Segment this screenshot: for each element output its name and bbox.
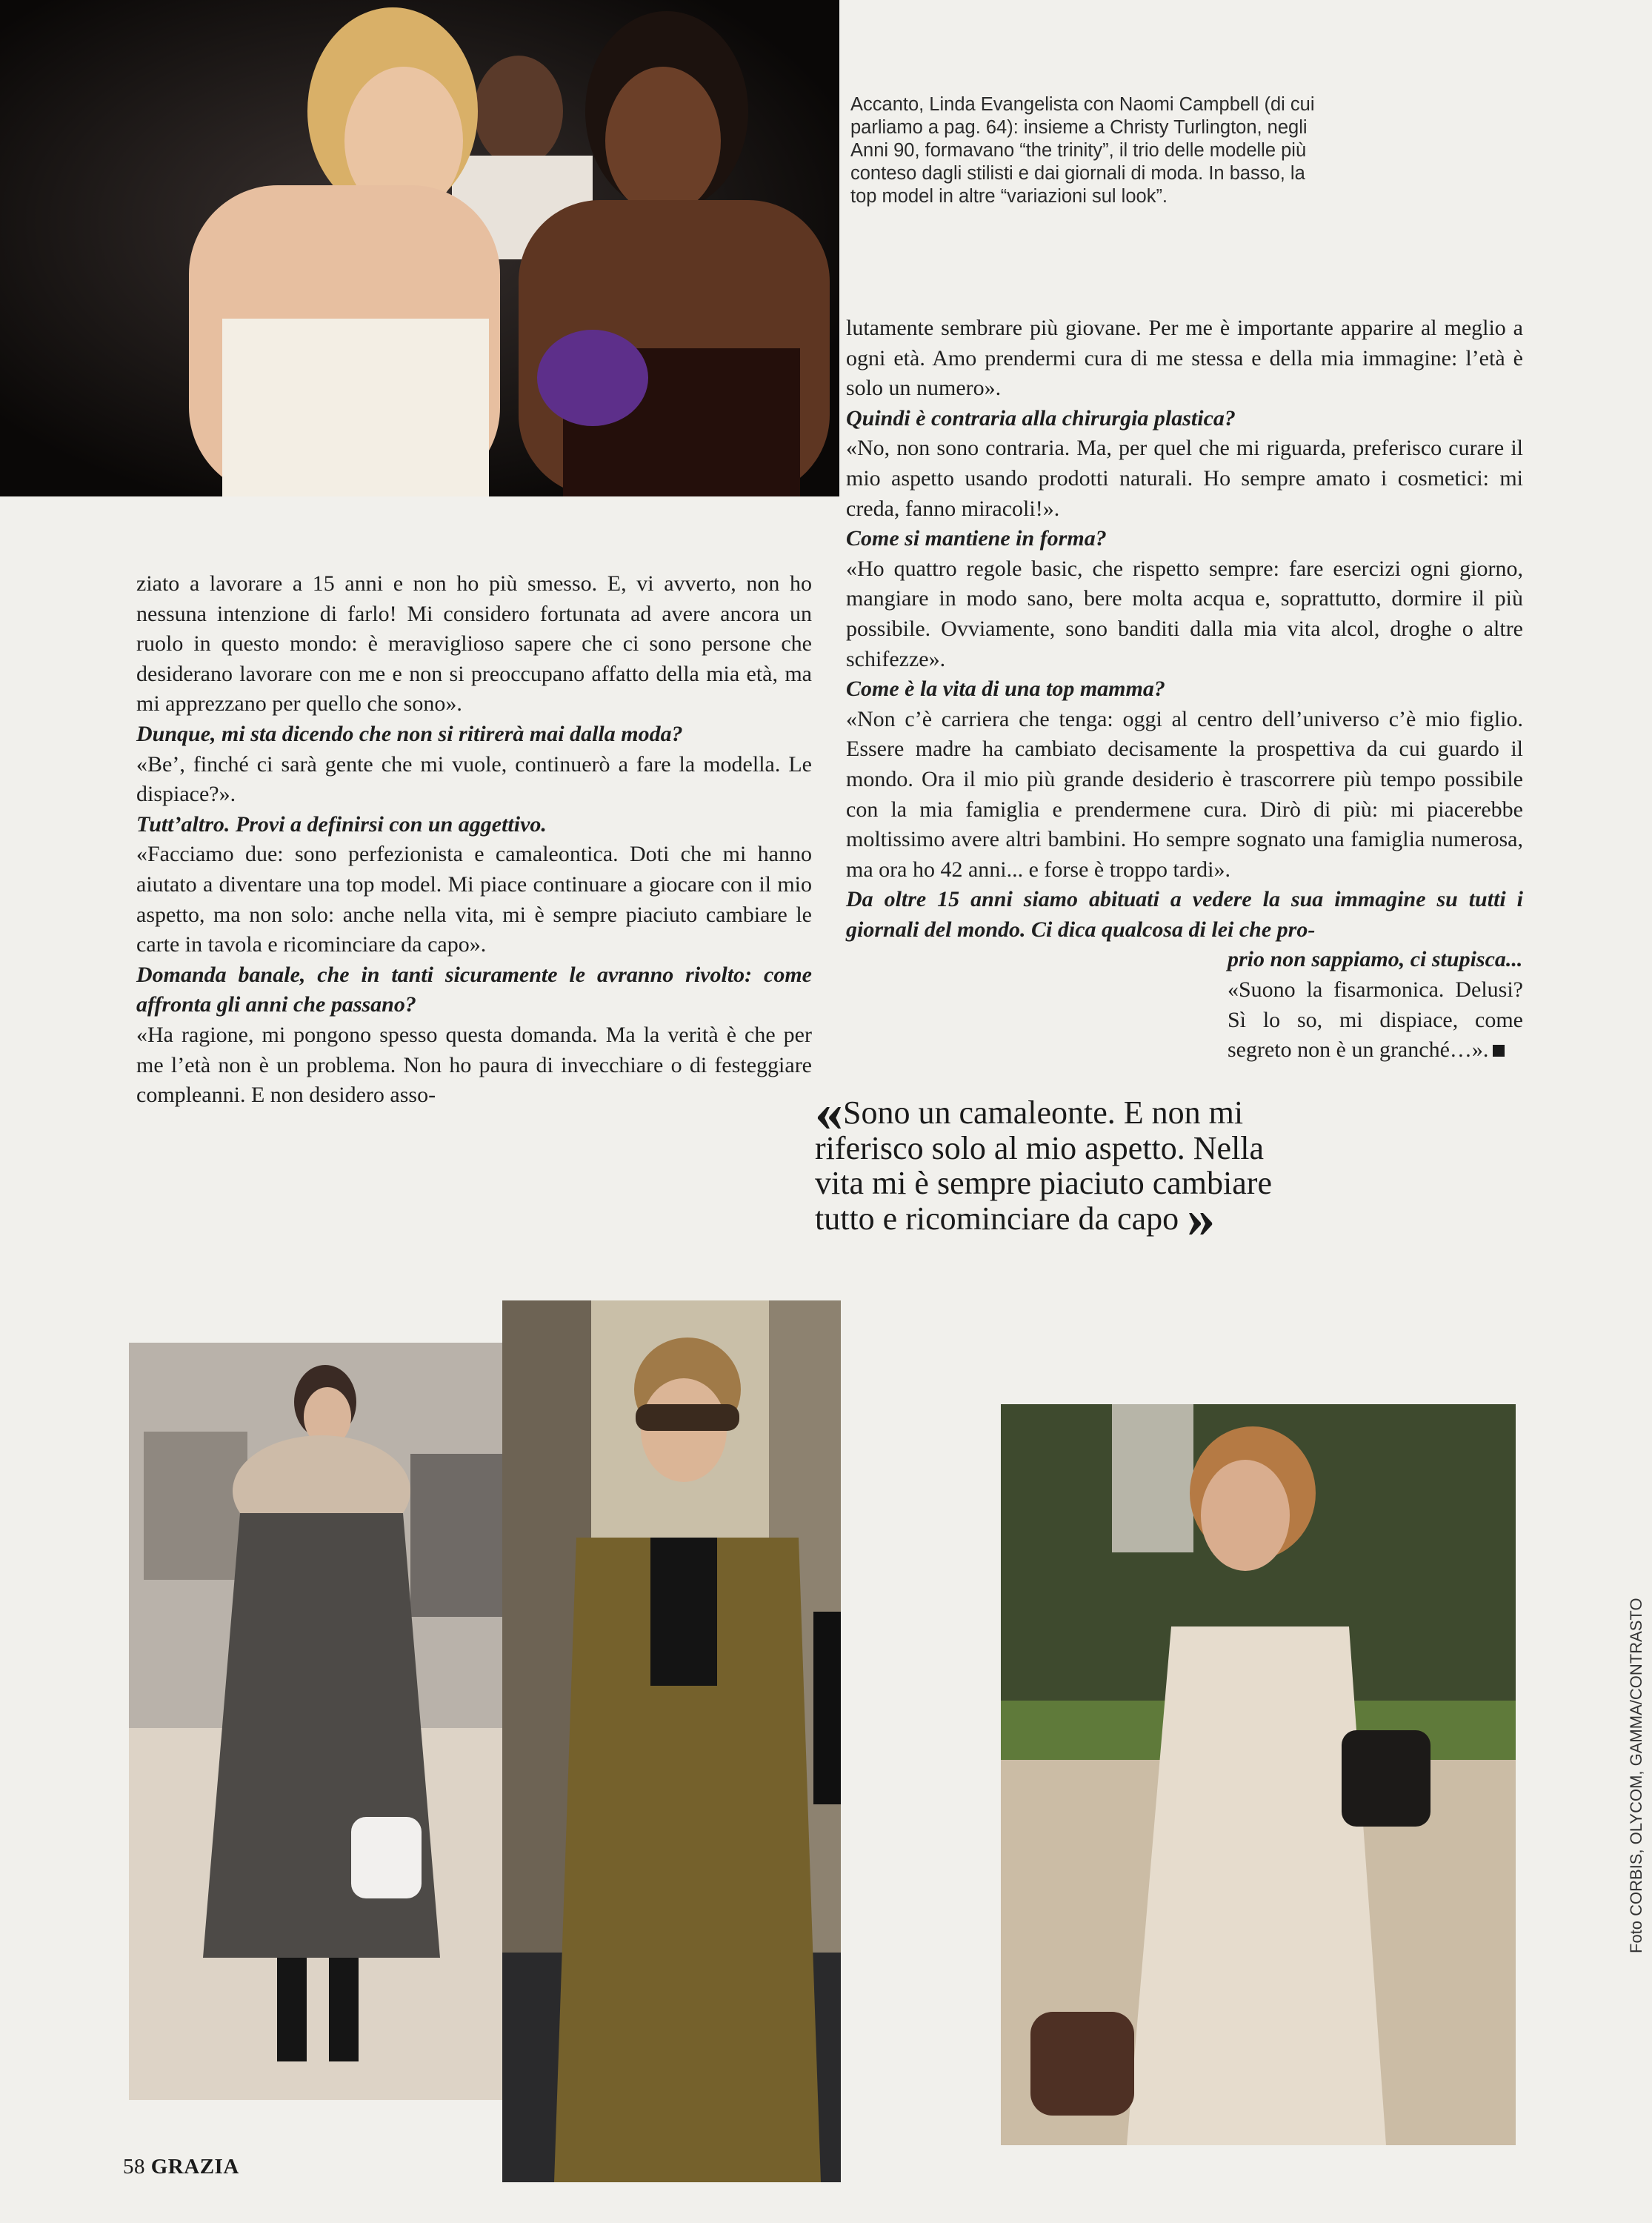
- end-mark-icon: [1493, 1045, 1505, 1057]
- page-folio: [123, 2155, 239, 2179]
- interview-question: Come si mantiene in forma?: [846, 526, 1107, 551]
- interview-question: Domanda banale, che in tanti sicuramente le avranno rivolto: come affronta gli anni che passano?: [136, 962, 812, 1017]
- photo-velvet-coat: [502, 1300, 841, 2182]
- interview-question: Tutt’altro. Provi a definirsi con un aggettivo.: [136, 811, 547, 837]
- answer-paragraph: «Ho quattro regole basic, che rispetto sempre: fare esercizi ogni giorno, mangiare in modo sano, bere molta acqua e, soprattutto, dormire il più possibile. Ovviamente, sono banditi dalla mia vita alcol, droghe o altre schifezze».: [846, 556, 1523, 671]
- photo-party-models: [0, 0, 839, 496]
- pull-quote: [815, 1081, 1274, 1249]
- answer-paragraph: «Ha ragione, mi pongono spesso questa domanda. Ma la verità è che per me l’età non è un problema. Non ho paura di invecchiare o di festeggiare compleanni. E non desidero asso-: [136, 1022, 812, 1108]
- photo-caption: Accanto, Linda Evangelista con Naomi Campbell (di cui parliamo a pag. 64): insieme a Christy Turlington, negli Anni 90, formavano “the trinity”, il trio delle modelle più conteso dagli stilisti e dai giornali di moda. In basso, la top model in altre “variazioni sul look”.: [850, 94, 1315, 207]
- photo-grey-coat: [129, 1343, 513, 2100]
- article-column-right: [846, 313, 1523, 1066]
- page-number: 58: [123, 2155, 145, 2179]
- quote-open-mark: «: [815, 1081, 843, 1143]
- answer-paragraph: «Facciamo due: sono perfezionista e camaleontica. Doti che mi hanno aiutato a diventare una top model. Mi piace continuare a giocare con il mio aspetto, ma non solo: anche nella vita, mi è sempre piaciuto cambiare le carte in tavola e ricominciare da capo».: [136, 842, 812, 957]
- answer-text: «Suono la fisarmonica. Delusi? Sì lo so, mi dispiace, come segreto non è un granché…».: [1228, 977, 1523, 1063]
- interview-question: Come è la vita di una top mamma?: [846, 677, 1165, 702]
- answer-paragraph: «Be’, finché ci sarà gente che mi vuole, continuerò a fare la modella. Le dispiace?».: [136, 751, 812, 807]
- interview-question: Quindi è contraria alla chirurgia plastica?: [846, 405, 1236, 431]
- interview-question: prio non sappiamo, ci stupisca...: [1228, 947, 1523, 972]
- photo-credit: Foto CORBIS, OLYCOM, GAMMA/CONTRASTO: [1627, 1598, 1645, 1953]
- answer-paragraph: «No, non sono contraria. Ma, per quel che mi riguarda, preferisco curare il mio aspetto usando prodotti naturali. Ho sempre amato i cosmetici: mi creda, fanno miracoli!».: [846, 436, 1523, 521]
- answer-paragraph: «Non c’è carriera che tenga: oggi al centro dell’universo c’è mio figlio. Essere madre ha cambiato decisamente la prospettiva da cui guardo il mondo. Ora il mio più grande desiderio è trascorrere più tempo possibile con la mia famiglia e prendermene cura. Dirò di più: mi piacerebbe moltissimo avere altri bambini. Ho sempre sognato una famiglia numerosa, ma ora ho 42 anni... e forse è troppo tardi».: [846, 706, 1523, 882]
- article-column-narrow: [1228, 945, 1523, 1065]
- answer-paragraph: [1228, 975, 1523, 1066]
- magazine-name: GRAZIA: [150, 2155, 239, 2179]
- photo-cream-dress: [1001, 1404, 1516, 2145]
- pull-quote-text: Sono un camaleonte. E non mi riferisco solo al mio aspetto. Nella vita mi è sempre piaciuto cambiare tutto e ricominciare da capo: [815, 1094, 1272, 1237]
- quote-close-mark: »: [1187, 1186, 1216, 1249]
- answer-paragraph: ziato a lavorare a 15 anni e non ho più smesso. E, vi avverto, non ho nessuna intenzione di farlo! Mi considero fortunata ad avere ancora un ruolo in questo mondo: è meraviglioso sapere che ci sono persone che desiderano lavorare con me e non si preoccupano affatto della mia età, ma mi apprezzano per quello che sono».: [136, 571, 812, 717]
- article-column-left: [136, 569, 812, 1111]
- interview-question: Da oltre 15 anni siamo abituati a vedere la sua immagine su tutti i giornali del mondo. Ci dica qualcosa di lei che pro-: [846, 887, 1523, 942]
- interview-question: Dunque, mi sta dicendo che non si ritirerà mai dalla moda?: [136, 721, 683, 746]
- answer-paragraph: lutamente sembrare più giovane. Per me è importante apparire al meglio a ogni età. Amo prendermi cura di me stessa e della mia immagine: l’età è solo un numero».: [846, 316, 1523, 401]
